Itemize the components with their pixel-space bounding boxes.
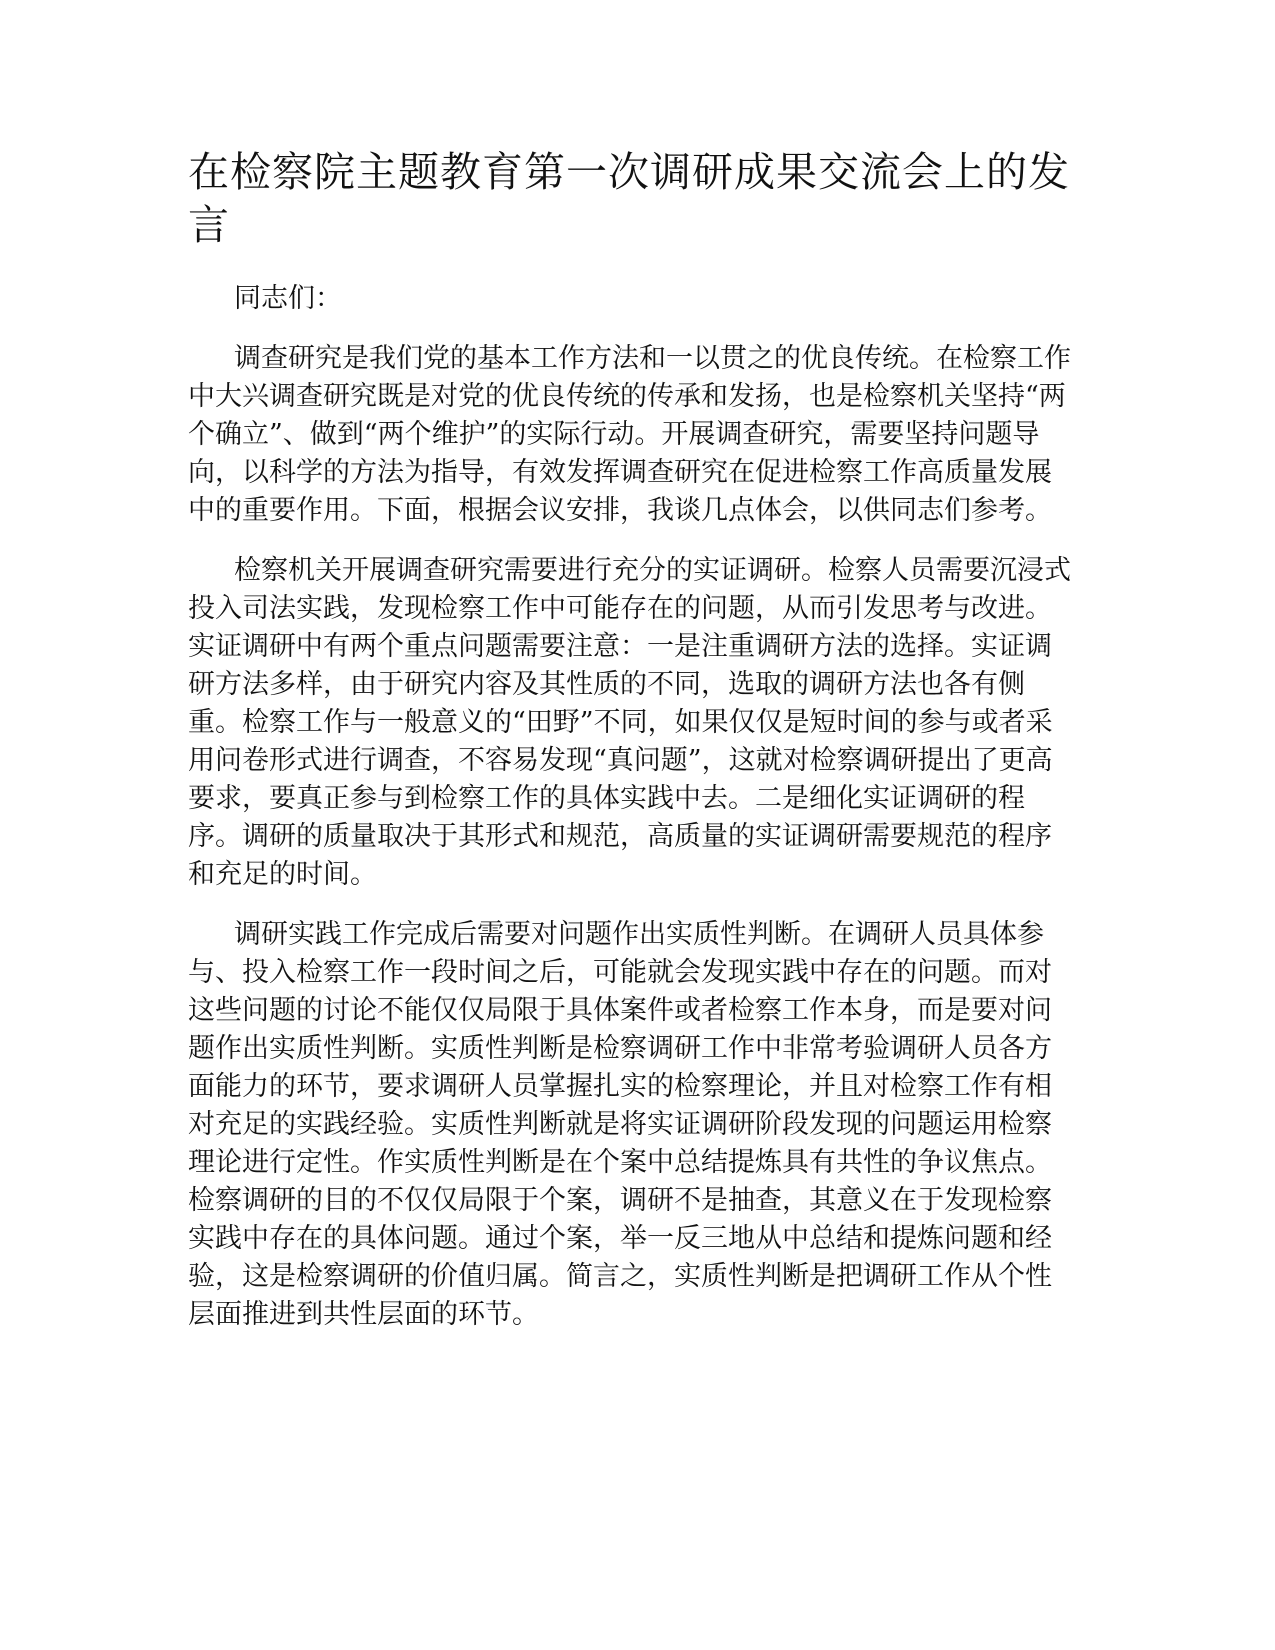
document-body bbox=[188, 146, 1078, 1334]
paragraph-empirical-research: 检察机关开展调查研究需要进行充分的实证调研。检察人员需要沉浸式投入司法实践，发现检察工作中可能存在的问题，从而引发思考与改进。实证调研中有两个重点问题需要注意：一是注重调研方法的选择。实证调研方法多样，由于研究内容及其性质的不同，选取的调研方法也各有侧重。检察工作与一般意义的“田野”不同，如果仅仅是短时间的参与或者采用问卷形式进行调查，不容易发现“真问题”，这就对检察调研提出了更高要求，要真正参与到检察工作的具体实践中去。二是细化实证调研的程序。调研的质量取决于其形式和规范，高质量的实证调研需要规范的程序和充足的时间。 bbox=[188, 555, 1071, 890]
document-title: 在检察院主题教育第一次调研成果交流会上的发言 bbox=[188, 148, 1070, 249]
paragraph-intro: 调查研究是我们党的基本工作方法和一以贯之的优良传统。在检察工作中大兴调查研究既是对党的优良传统的传承和发扬，也是检察机关坚持“两个确立”、做到“两个维护”的实际行动。开展调查研究，需要坚持问题导向，以科学的方法为指导，有效发挥调查研究在促进检察工作高质量发展中的重要作用。下面，根据会议安排，我谈几点体会，以供同志们参考。 bbox=[188, 343, 1071, 526]
salutation: 同志们： bbox=[234, 283, 342, 314]
paragraph-substantive-judgment: 调研实践工作完成后需要对问题作出实质性判断。在调研人员具体参与、投入检察工作一段时间之后，可能就会发现实践中存在的问题。而对这些问题的讨论不能仅仅局限于具体案件或者检察工作本身，而是要对问题作出实质性判断。实质性判断是检察调研工作中非常考验调研人员各方面能力的环节，要求调研人员掌握扎实的检察理论，并且对检察工作有相对充足的实践经验。实质性判断就是将实证调研阶段发现的问题运用检察理论进行定性。作实质性判断是在个案中总结提炼具有共性的争议焦点。检察调研的目的不仅仅局限于个案，调研不是抽查，其意义在于发现检察实践中存在的具体问题。通过个案，举一反三地从中总结和提炼问题和经验，这是检察调研的价值归属。简言之，实质性判断是把调研工作从个性层面推进到共性层面的环节。 bbox=[188, 919, 1052, 1330]
